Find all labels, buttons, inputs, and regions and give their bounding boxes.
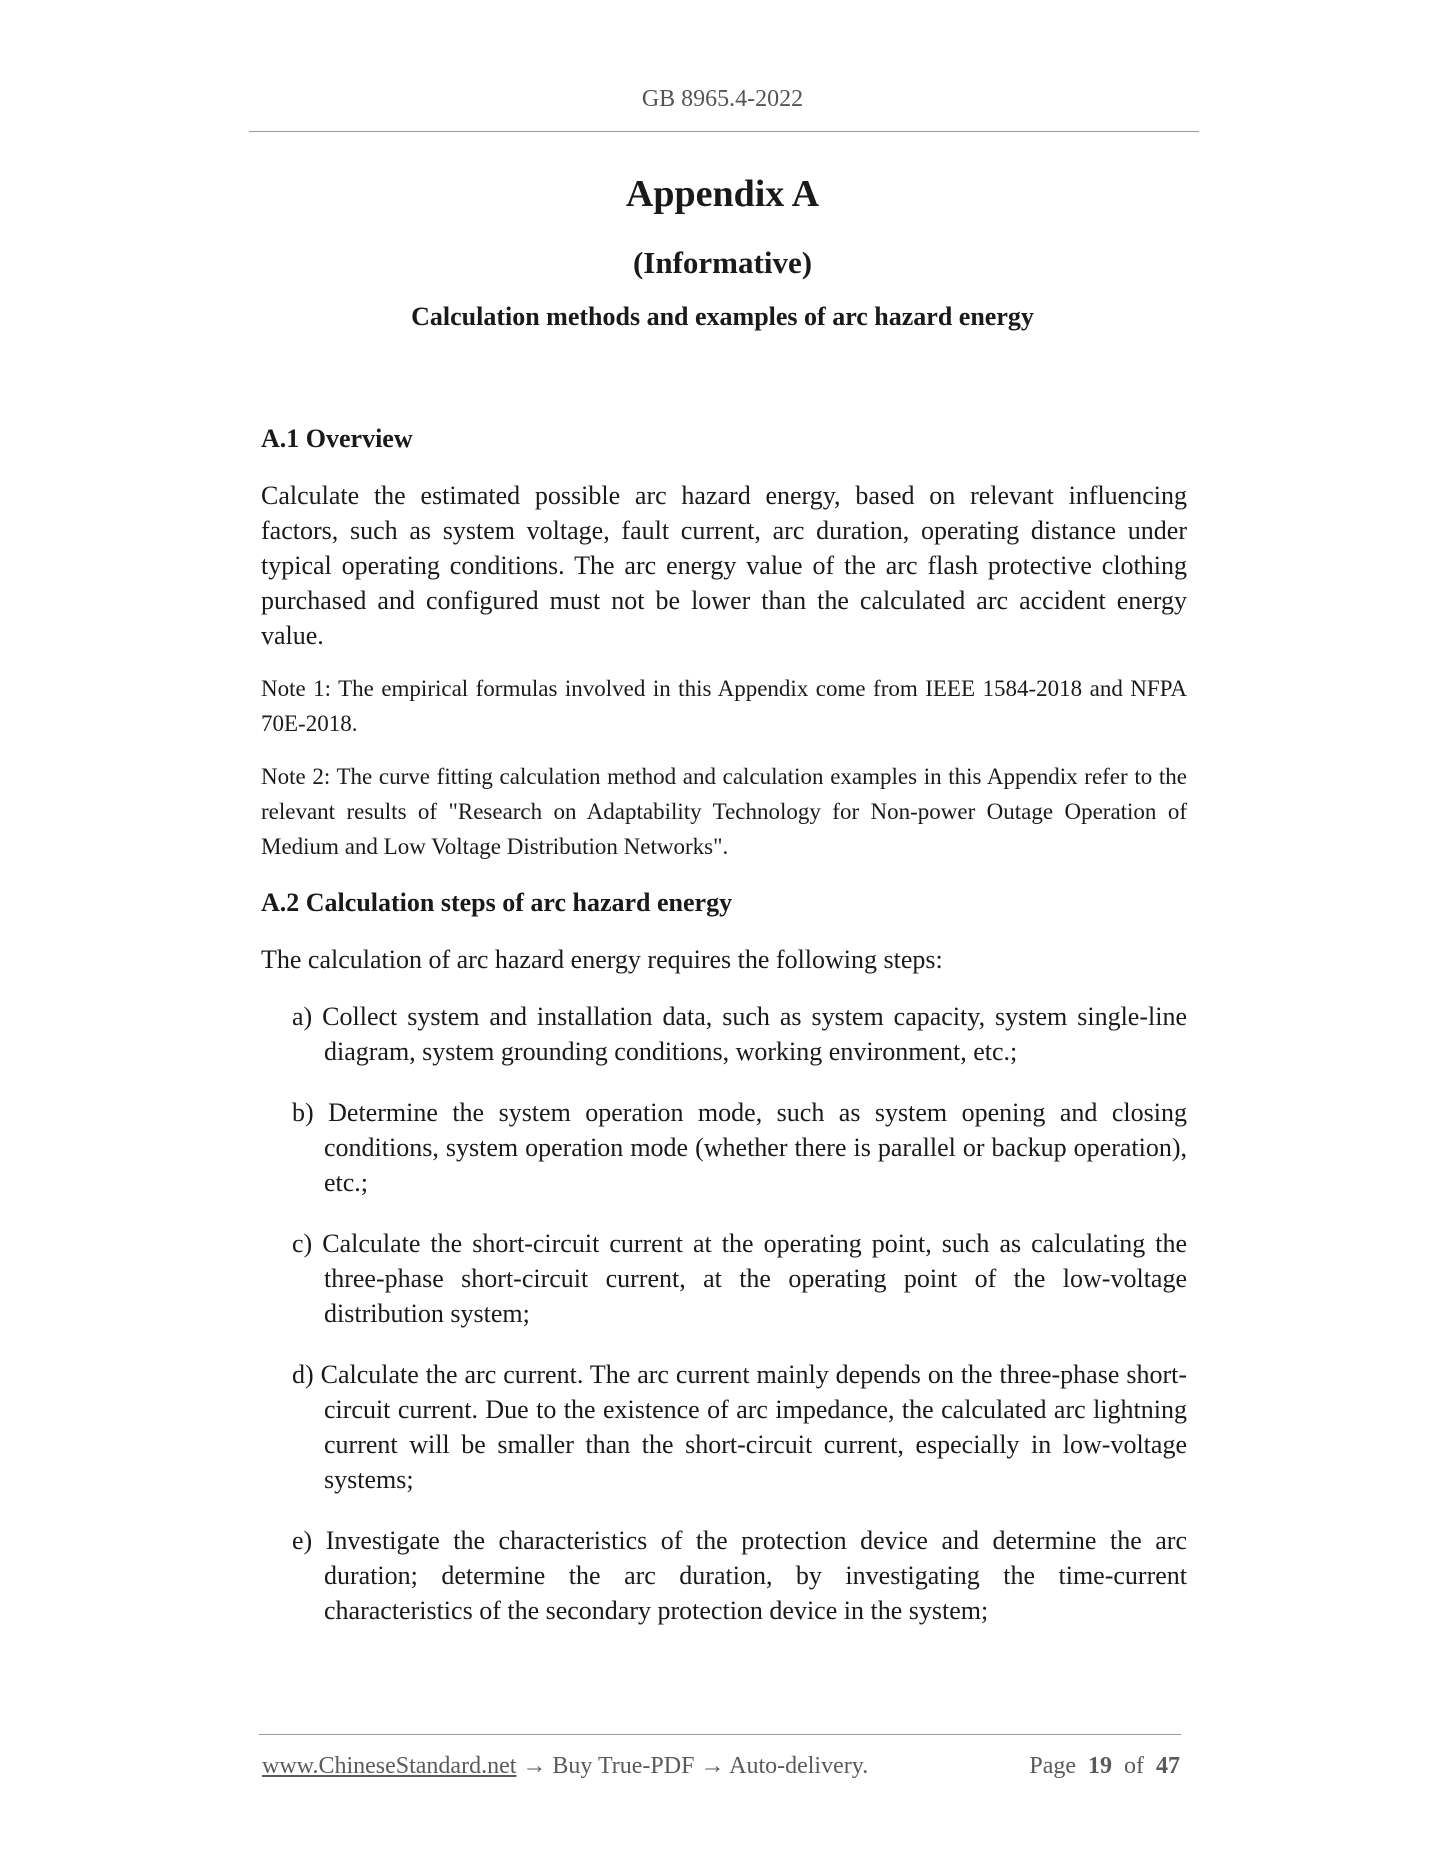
step-item: d) Calculate the arc current. The arc current mainly depends on the three-phase short-circuit current. Due to the existence of arc impedance, the calculated arc lightning current will be smaller than the short-circuit current, especially in low-voltage systems; xyxy=(292,1360,1187,1494)
appendix-heading: Calculation methods and examples of arc hazard energy xyxy=(411,302,1034,331)
page-number: 19 xyxy=(1088,1753,1112,1779)
note-2: Note 2: The curve fitting calculation method and calculation examples in this Appendix refer to the relevant results of "Research on Adaptability Technology for Non-power Outage Operation of Medium and Low Voltage Distribution Networks". xyxy=(261,764,1187,859)
step-item: c) Calculate the short-circuit current at the operating point, such as calculating the three-phase short-circuit current, at the operating point of the low-voltage distribution system; xyxy=(292,1229,1187,1328)
document-body xyxy=(261,422,1187,1654)
overview-paragraph: Calculate the estimated possible arc hazard energy, based on relevant influencing factors, such as system voltage, fault current, arc duration, operating distance under typical operating conditions. The arc energy value of the arc flash protective clothing purchased and configured must not be lower than the calculated arc accident energy value. xyxy=(261,481,1187,650)
appendix-subtitle: (Informative) xyxy=(632,245,813,280)
calculation-steps-list xyxy=(261,999,1187,1628)
footer-website-link[interactable]: www.ChineseStandard.net xyxy=(262,1753,517,1779)
appendix-title: Appendix A xyxy=(625,173,820,215)
section-heading-overview: A.1 Overview xyxy=(261,424,413,453)
calculation-steps-intro: The calculation of arc hazard energy requires the following steps: xyxy=(261,945,943,974)
section-heading-calculation-steps: A.2 Calculation steps of arc hazard energy xyxy=(261,888,733,917)
footer-tagline: → Buy True-PDF → Auto-delivery. xyxy=(516,1753,869,1779)
step-item: b) Determine the system operation mode, such as system opening and closing conditions, system operation mode (whether there is parallel or backup operation), etc.; xyxy=(292,1098,1187,1197)
header-divider xyxy=(249,131,1199,132)
of-label: of xyxy=(1124,1753,1144,1779)
page-label: Page xyxy=(1029,1753,1076,1779)
total-pages: 47 xyxy=(1156,1753,1180,1779)
footer-divider xyxy=(259,1734,1181,1735)
page-indicator xyxy=(1029,1753,1180,1780)
header-standard-code: GB 8965.4-2022 xyxy=(641,86,804,112)
note-1: Note 1: The empirical formulas involved in this Appendix come from IEEE 1584-2018 and NFPA 70E-2018. xyxy=(261,676,1187,736)
step-item: e) Investigate the characteristics of the protection device and determine the arc duration; determine the arc duration, by investigating the time-current characteristics of the secondary protection device in the system; xyxy=(292,1526,1187,1625)
step-item: a) Collect system and installation data, such as system capacity, system single-line diagram, system grounding conditions, working environment, etc.; xyxy=(292,1002,1187,1066)
